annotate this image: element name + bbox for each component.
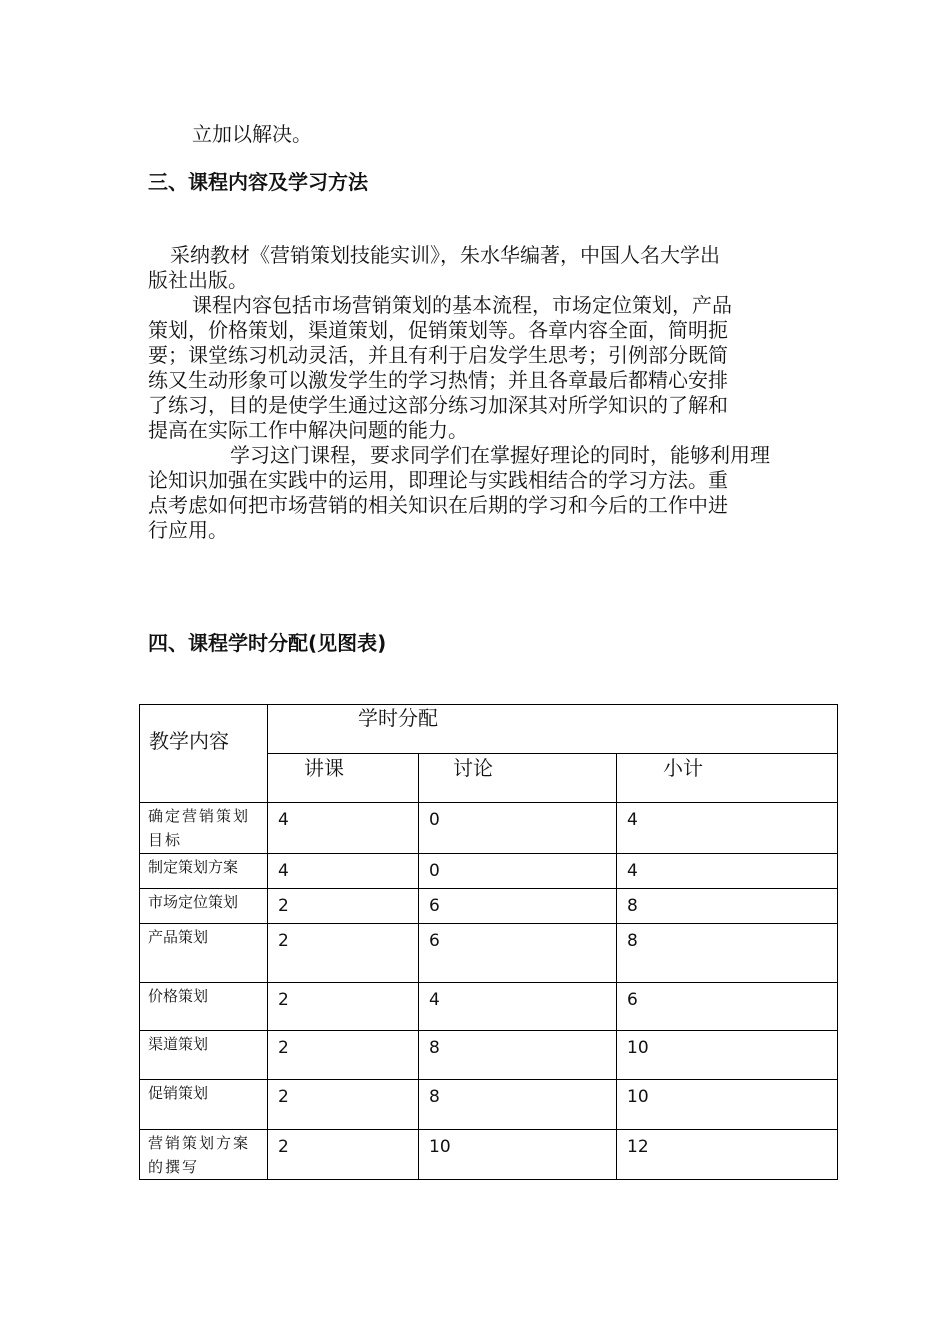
row-content: 市场定位策划 (140, 889, 268, 924)
row-lecture-hours: 4 (268, 803, 419, 854)
row-subtotal-hours: 10 (617, 1031, 838, 1080)
row-lecture-hours: 2 (268, 889, 419, 924)
hours-allocation-table (139, 704, 838, 1180)
row-lecture-hours: 2 (268, 924, 419, 983)
paragraph-content-line: 课程内容包括市场营销策划的基本流程，市场定位策划，产品 (192, 293, 732, 317)
row-content: 营销策划方案的撰写 (140, 1130, 268, 1180)
paragraph-content-line: 要；课堂练习机动灵活，并且有利于启发学生思考；引例部分既简 (148, 343, 728, 367)
row-lecture-hours: 2 (268, 1080, 419, 1130)
row-lecture-hours: 2 (268, 983, 419, 1031)
section-heading-course-content: 三、课程内容及学习方法 (148, 170, 368, 194)
row-content: 制定策划方案 (140, 854, 268, 889)
row-discussion-hours: 0 (419, 803, 617, 854)
table-row (140, 1130, 838, 1180)
row-content: 产品策划 (140, 924, 268, 983)
paragraph-content-line: 策划，价格策划，渠道策划，促销策划等。各章内容全面，简明扼 (148, 318, 728, 342)
paragraph-method-line: 论知识加强在实践中的运用，即理论与实践相结合的学习方法。重 (148, 468, 728, 492)
row-subtotal-hours: 8 (617, 924, 838, 983)
row-subtotal-hours: 10 (617, 1080, 838, 1130)
row-content: 确定营销策划目标 (140, 803, 268, 854)
row-discussion-hours: 8 (419, 1031, 617, 1080)
row-content: 促销策划 (140, 1080, 268, 1130)
paragraph-method-line: 行应用。 (148, 518, 228, 542)
row-subtotal-hours: 12 (617, 1130, 838, 1180)
continued-paragraph-line: 立加以解决。 (192, 122, 312, 146)
row-subtotal-hours: 4 (617, 803, 838, 854)
paragraph-content-line: 提高在实际工作中解决问题的能力。 (148, 418, 468, 442)
row-subtotal-hours: 8 (617, 889, 838, 924)
row-discussion-hours: 8 (419, 1080, 617, 1130)
paragraph-content-line: 了练习，目的是使学生通过这部分练习加深其对所学知识的了解和 (148, 393, 728, 417)
table-row (140, 983, 838, 1031)
table-row (140, 1080, 838, 1130)
header-hours-allocation: 学时分配 (268, 705, 838, 754)
section-heading-hours-allocation: 四、课程学时分配(见图表) (148, 631, 387, 655)
paragraph-method-line: 学习这门课程，要求同学们在掌握好理论的同时，能够利用理 (230, 443, 770, 467)
row-content: 价格策划 (140, 983, 268, 1031)
paragraph-textbook-line: 版社出版。 (148, 268, 248, 292)
row-discussion-hours: 4 (419, 983, 617, 1031)
table-row (140, 854, 838, 889)
row-content: 渠道策划 (140, 1031, 268, 1080)
row-subtotal-hours: 4 (617, 854, 838, 889)
table-row (140, 889, 838, 924)
paragraph-content-line: 练又生动形象可以激发学生的学习热情；并且各章最后都精心安排 (148, 368, 728, 392)
row-subtotal-hours: 6 (617, 983, 838, 1031)
table-row (140, 1031, 838, 1080)
header-teaching-content: 教学内容 (140, 705, 268, 803)
header-discussion: 讨论 (419, 754, 617, 803)
row-lecture-hours: 2 (268, 1031, 419, 1080)
row-discussion-hours: 10 (419, 1130, 617, 1180)
row-lecture-hours: 2 (268, 1130, 419, 1180)
row-lecture-hours: 4 (268, 854, 419, 889)
paragraph-textbook-line: 采纳教材《营销策划技能实训》，朱水华编著，中国人名大学出 (170, 243, 720, 267)
row-discussion-hours: 6 (419, 889, 617, 924)
header-lecture: 讲课 (268, 754, 419, 803)
table-row (140, 803, 838, 854)
table-row (140, 924, 838, 983)
row-discussion-hours: 0 (419, 854, 617, 889)
row-discussion-hours: 6 (419, 924, 617, 983)
paragraph-method-line: 点考虑如何把市场营销的相关知识在后期的学习和今后的工作中进 (148, 493, 728, 517)
header-subtotal: 小计 (617, 754, 838, 803)
